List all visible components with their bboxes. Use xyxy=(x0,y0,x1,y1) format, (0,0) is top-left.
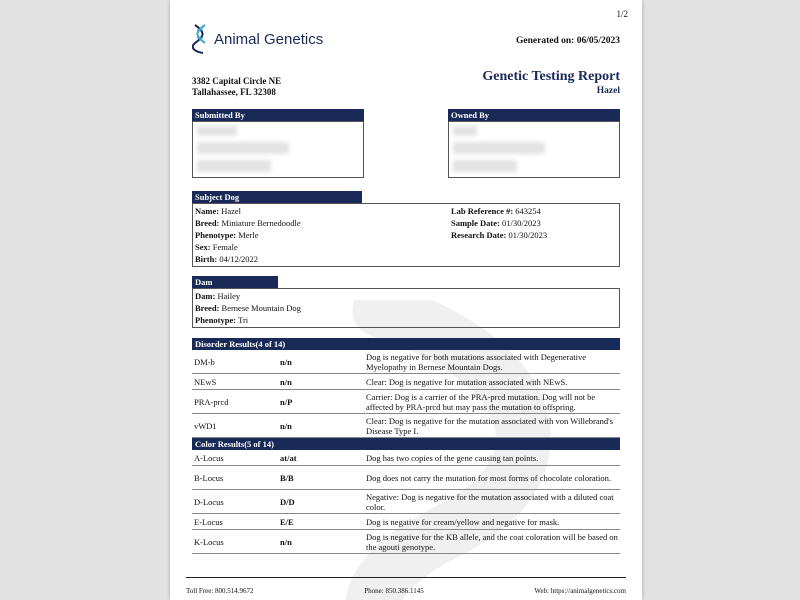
test-note: Dog is negative for cream/yellow and negative for mask. xyxy=(366,516,560,527)
research-date xyxy=(451,229,547,241)
table-row xyxy=(192,414,620,438)
generated-on: Generated on: 06/05/2023 xyxy=(516,36,620,46)
field-label: Breed: xyxy=(195,303,220,313)
subject-breed xyxy=(195,217,451,229)
redacted-block xyxy=(197,142,289,154)
field-label: Breed: xyxy=(195,218,220,228)
owned-by-section xyxy=(448,109,620,178)
test-name: K-Locus xyxy=(194,536,224,547)
field-label: Birth: xyxy=(195,254,218,264)
field-value: Hazel xyxy=(221,206,242,216)
field-label: Sample Date: xyxy=(451,218,500,228)
test-note: Clear: Dog is negative for the mutation associated with von Willebrand's Disease Type I. xyxy=(366,415,614,436)
subject-name xyxy=(195,205,451,217)
subject-dog-header: Subject Dog xyxy=(192,191,362,203)
website-link[interactable]: Web: https://animalgenetics.com xyxy=(534,587,626,595)
test-result: n/P xyxy=(280,396,293,407)
test-result: n/n xyxy=(280,420,292,431)
table-row xyxy=(192,390,620,414)
test-result: n/n xyxy=(280,376,292,387)
dam-breed xyxy=(195,302,617,314)
lab-address xyxy=(192,76,281,98)
table-row xyxy=(192,514,620,530)
field-value: Female xyxy=(212,242,238,252)
table-row xyxy=(192,374,620,390)
submitted-by-section xyxy=(192,109,364,178)
dam-phenotype xyxy=(195,314,617,326)
report-page xyxy=(170,0,642,600)
field-value: Hailey xyxy=(217,291,241,301)
test-result: n/n xyxy=(280,356,292,367)
sample-date xyxy=(451,217,547,229)
table-row xyxy=(192,450,620,466)
test-result: E/E xyxy=(280,516,294,527)
test-name: E-Locus xyxy=(194,516,223,527)
report-title: Genetic Testing Report xyxy=(482,69,620,84)
test-note: Negative: Dog is negative for the mutation associated with a diluted coat color. xyxy=(366,491,614,512)
test-note: Dog has two copies of the gene causing tan points. xyxy=(366,452,539,463)
field-value: 04/12/2022 xyxy=(219,254,259,264)
submitted-by-box xyxy=(192,121,364,178)
redacted-block xyxy=(453,160,517,172)
dam-header: Dam xyxy=(192,276,278,288)
test-name: PRA-prcd xyxy=(194,396,229,407)
redacted-block xyxy=(453,142,545,154)
test-name: DM-b xyxy=(194,356,215,367)
color-results-header: Color Results(5 of 14) xyxy=(192,438,620,450)
field-value: 643254 xyxy=(515,206,541,216)
redacted-block xyxy=(197,126,237,136)
field-label: Phenotype: xyxy=(195,230,237,240)
subject-dog-box xyxy=(192,203,620,267)
address-line-1: 3382 Capital Circle NE xyxy=(192,76,282,86)
test-name: vWD1 xyxy=(194,420,217,431)
dam-name xyxy=(195,290,617,302)
subject-phenotype xyxy=(195,229,451,241)
field-value: Tri xyxy=(238,315,249,325)
subject-dog-right xyxy=(451,205,547,265)
field-label: Phenotype: xyxy=(195,315,237,325)
field-value: 01/30/2023 xyxy=(502,218,541,228)
field-value: Merle xyxy=(238,230,259,240)
field-label: Lab Reference #: xyxy=(451,206,514,216)
lab-reference xyxy=(451,205,547,217)
subject-dog-section xyxy=(192,191,620,267)
test-name: A-Locus xyxy=(194,452,224,463)
report-dog-name: Hazel xyxy=(596,86,620,96)
test-result: D/D xyxy=(280,496,295,507)
subject-birth xyxy=(195,253,451,265)
field-label: Dam: xyxy=(195,291,216,301)
table-row xyxy=(192,350,620,374)
redacted-block xyxy=(197,160,271,172)
dna-helix-icon xyxy=(192,24,208,54)
field-value: 01/30/2023 xyxy=(508,230,548,240)
test-note: Dog is negative for the KB allele, and the coat coloration will be based on the agouti genotype. xyxy=(366,531,618,552)
dam-section xyxy=(192,276,620,328)
logo-text: Animal Genetics xyxy=(214,30,324,48)
test-name: D-Locus xyxy=(194,496,224,507)
field-value: Bernese Mountain Dog xyxy=(221,303,301,313)
field-label: Research Date: xyxy=(451,230,507,240)
owned-by-box xyxy=(448,121,620,178)
footer xyxy=(186,577,626,595)
report-title-block xyxy=(482,70,620,98)
test-note: Dog does not carry the mutation for most forms of chocolate coloration. xyxy=(366,472,612,483)
page-number: 1/2 xyxy=(616,9,628,19)
logo xyxy=(192,24,323,54)
submitted-by-header: Submitted By xyxy=(192,109,364,121)
test-result: at/at xyxy=(280,452,297,463)
phone-number: Phone: 850.386.1145 xyxy=(364,587,424,595)
test-note: Dog is negative for both mutations associated with Degenerative Myelopathy in Bernese Mountain Dogs. xyxy=(366,351,586,372)
toll-free-number: Toll Free: 800.514.9672 xyxy=(186,587,254,595)
dam-box xyxy=(192,288,620,328)
owned-by-header: Owned By xyxy=(448,109,620,121)
test-result: n/n xyxy=(280,536,292,547)
address-line-2: Tallahassee, FL 32308 xyxy=(192,87,276,97)
subject-sex xyxy=(195,241,451,253)
table-row xyxy=(192,466,620,490)
test-name: B-Locus xyxy=(194,472,224,483)
test-result: B/B xyxy=(280,472,294,483)
field-label: Sex: xyxy=(195,242,211,252)
field-value: Miniature Bernedoodle xyxy=(221,218,301,228)
test-note: Clear: Dog is negative for mutation associated with NEwS. xyxy=(366,376,568,387)
table-row xyxy=(192,530,620,554)
test-name: NEwS xyxy=(194,376,217,387)
field-label: Name: xyxy=(195,206,220,216)
table-row xyxy=(192,490,620,514)
test-note: Carrier: Dog is a carrier of the PRA-prcd mutation. Dog will not be affected by PRA-prcd but may pass the mutation to offspring. xyxy=(366,391,596,412)
subject-dog-left xyxy=(195,205,451,265)
disorder-results-header: Disorder Results(4 of 14) xyxy=(192,338,620,350)
redacted-block xyxy=(453,126,477,136)
